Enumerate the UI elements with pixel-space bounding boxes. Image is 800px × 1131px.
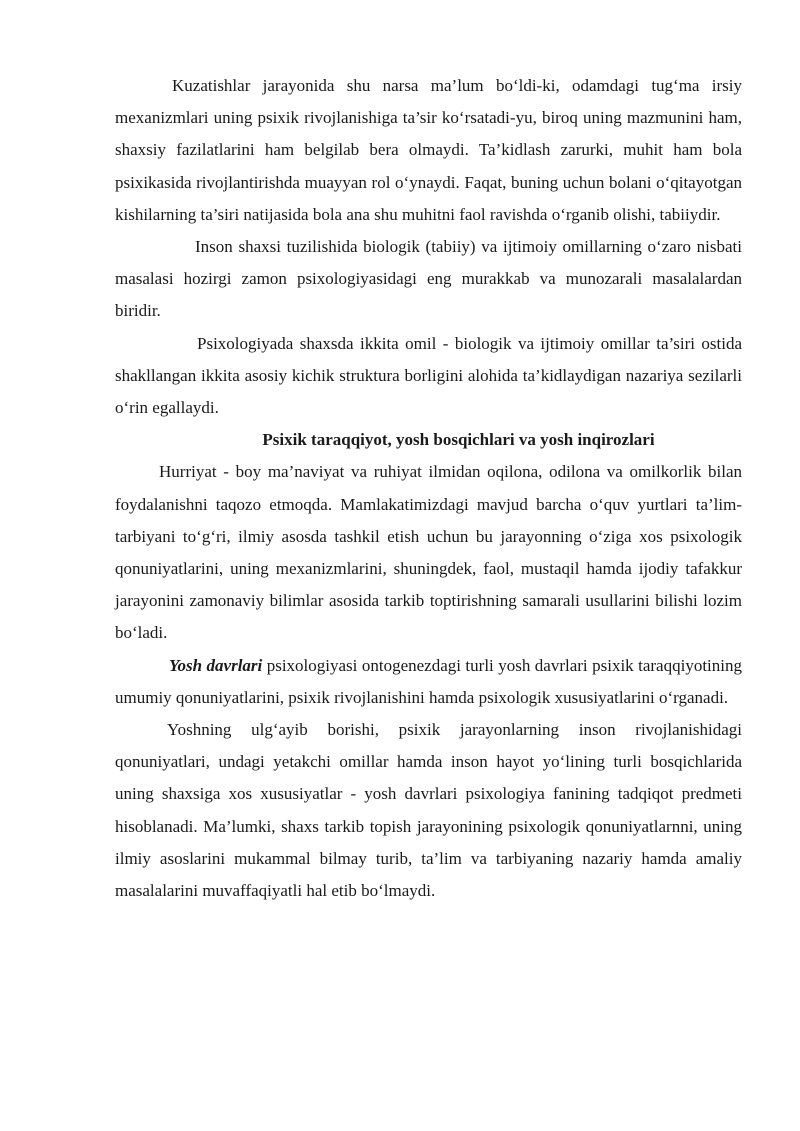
document-page — [115, 70, 742, 907]
paragraph-two-substructures: Psixologiyada shaxsda ikkita omil - biologik va ijtimoiy omillar ta’siri ostida shakllangan ikkita asosiy kichik struktura borligini alohida ta’kidlaydigan nazariya sezilarli o‘rin egallaydi. — [115, 333, 742, 418]
paragraph-biological-social-factors: Inson shaxsi tuzilishida biologik (tabiiy) va ijtimoiy omillarning o‘zaro nisbati masalasi hozirgi zamon psixologiyasidagi eng murakkab va munozarali masalalardan biridir. — [115, 237, 742, 321]
section-heading: Psixik taraqqiyot, yosh bosqichlari va yosh inqirozlari — [262, 430, 655, 450]
paragraph-age-periods — [115, 650, 742, 714]
paragraph-observations: Kuzatishlar jarayonida shu narsa ma’lum bo‘ldi-ki, odamdagi tug‘ma irsiy mexanizmlari uning psixik rivojlanishiga ta’sir ko‘rsatadi-yu, biroq uning mazmunini ham, shaxsiy fazilatlarini ham belgilab bera olmaydi. Ta’kidlash zarurki, muhit ham bola psixikasida rivojlantirishda muayyan rol o‘ynaydi. Faqat, buning uchun bolani o‘qitayotgan kishilarning ta’siri natijasida bola ana shu muhitni faol ravishda o‘rganib olishi, tabiiydir. — [115, 76, 742, 224]
paragraph-freedom: Hurriyat - boy ma’naviyat va ruhiyat ilmidan oqilona, odilona va omilkorlik bilan foydalanishni taqozo etmoqda. Mamlakatimizdagi mavjud barcha o‘quv yurtlari ta’lim-tarbiyani to‘g‘ri, ilmiy asosda tashkil etish uchun bu jarayonning o‘ziga xos psixologik qonuniyatlarini, uning mexanizmlarini, shuningdek, faol, mustaqil hamda ijodiy tafakkur jarayonini zamonaviy bilimlar asosida tarkib toptirishning samarali usullarini bilishi lozim bo‘ladi. — [115, 462, 742, 643]
paragraph-age-periods-text: psixologiyasi ontogenezdagi turli yosh davrlari psixik taraqqiyotining umumiy qonuniyatlarini, psixik rivojlanishini hamda psixologik xususiyatlarini o‘rganadi. — [115, 655, 742, 707]
paragraph-subject-of-study: Yoshning ulg‘ayib borishi, psixik jarayonlarning inson rivojlanishidagi qonuniyatlari, undagi yetakchi omillar hamda inson hayot yo‘lining turli bosqichlarida uning shaxsiga xos xususiyatlar - yosh davrlari psixologiya fanining tadqiqot predmeti hisoblanadi. Ma’lumki, shaxs tarkib topish jarayonining psixologik qonuniyatlarnni, uning ilmiy asoslarini mukammal bilmay turib, ta’lim va tarbiyaning nazariy hamda amaliy masalalarini muvaffaqiyatli hal etib bo‘lmaydi. — [115, 720, 742, 901]
term-age-periods: Yosh davrlari — [169, 655, 263, 675]
